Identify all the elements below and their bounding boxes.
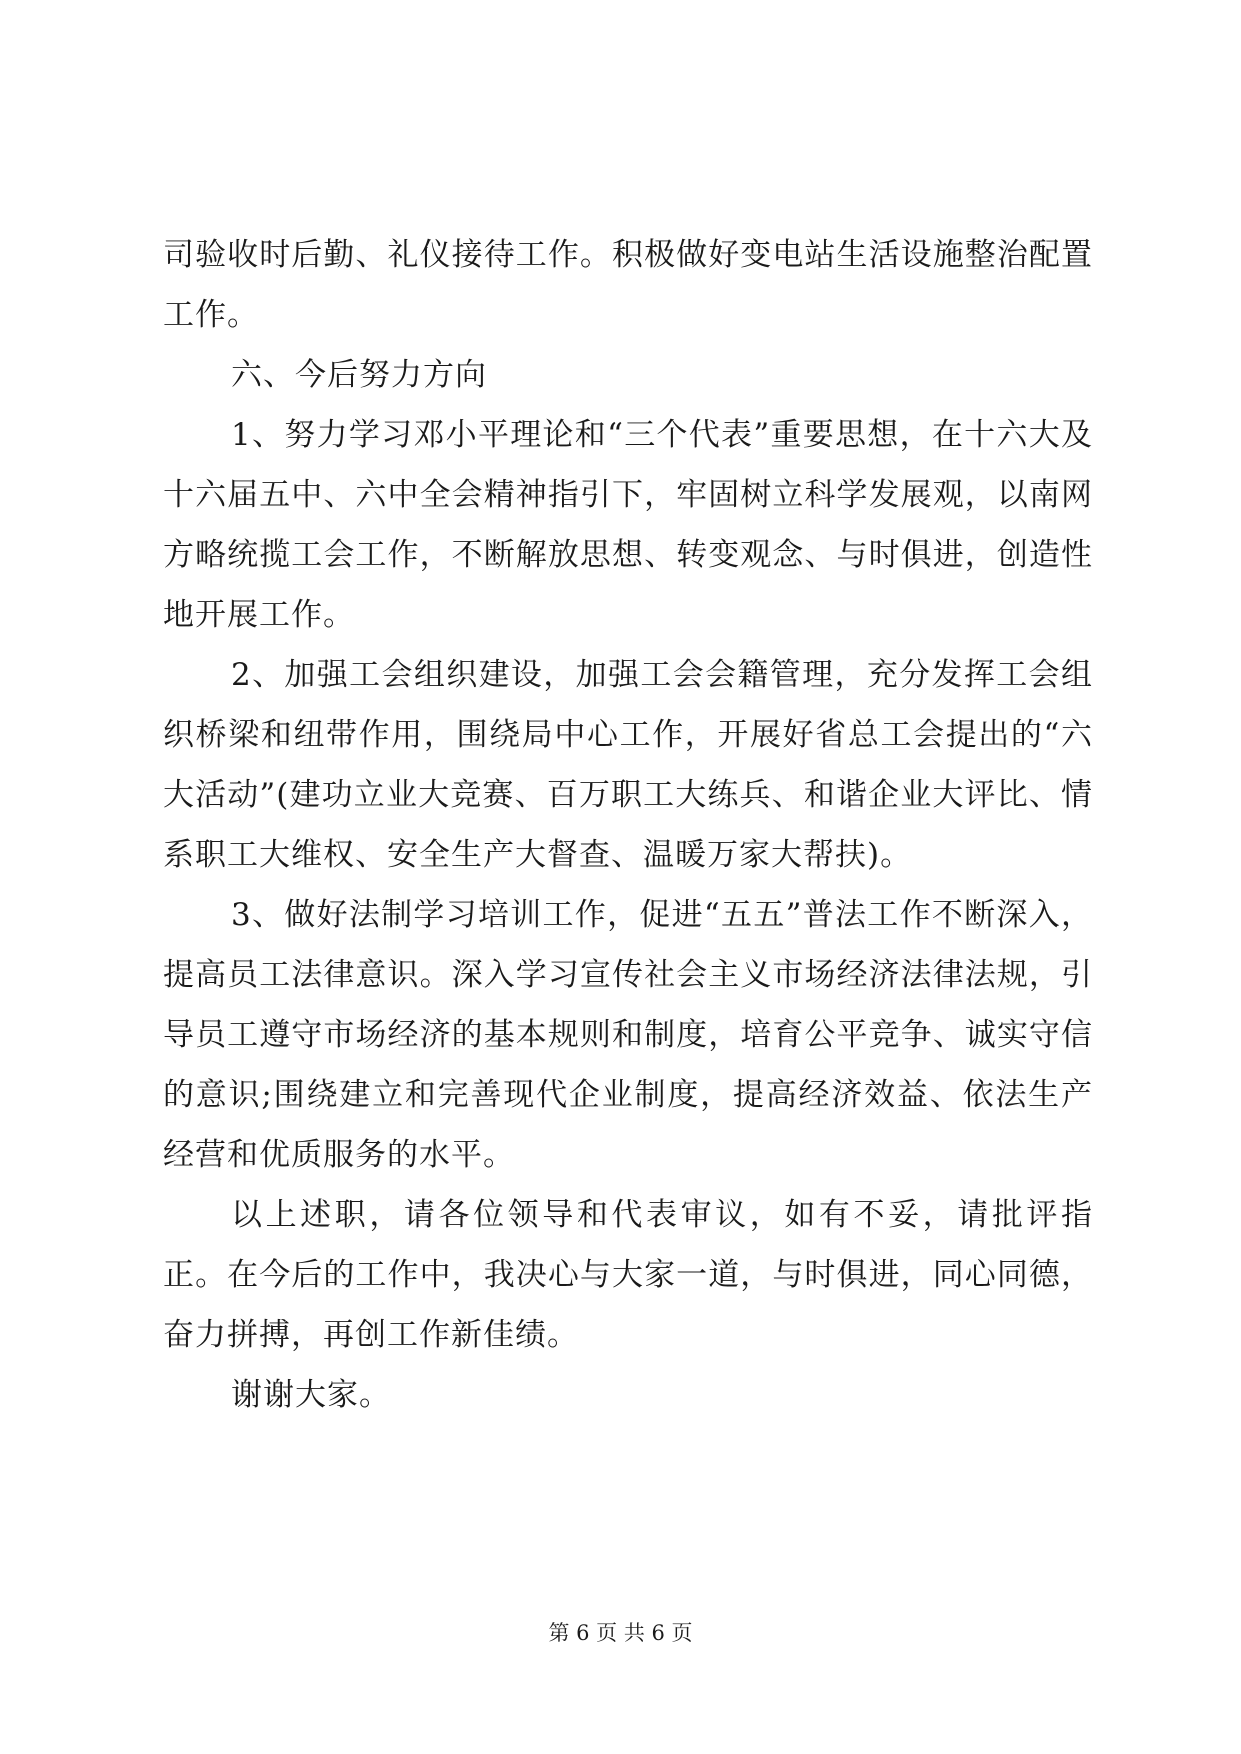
- paragraph-item-2: 2、加强工会组织建设，加强工会会籍管理，充分发挥工会组织桥梁和纽带作用，围绕局中心工作，开展好省总工会提出的“六大活动”(建功立业大竞赛、百万职工大练兵、和谐企业大评比、情系职工大维权、安全生产大督查、温暖万家大帮扶)。: [163, 657, 1093, 873]
- paragraph-thanks: 谢谢大家。: [231, 1377, 391, 1413]
- document-body: [163, 225, 1093, 1425]
- paragraph-item-3: 3、做好法制学习培训工作，促进“五五”普法工作不断深入，提高员工法律意识。深入学习宣传社会主义市场经济法律法规，引导员工遵守市场经济的基本规则和制度，培育公平竞争、诚实守信的意识;围绕建立和完善现代企业制度，提高经济效益、依法生产经营和优质服务的水平。: [163, 897, 1093, 1173]
- paragraph-closing: 以上述职，请各位领导和代表审议，如有不妥，请批评指正。在今后的工作中，我决心与大家一道，与时俱进，同心同德，奋力拼搏，再创工作新佳绩。: [163, 1197, 1093, 1353]
- section-heading: 六、今后努力方向: [231, 357, 487, 393]
- paragraph-continuation: 司验收时后勤、礼仪接待工作。积极做好变电站生活设施整治配置工作。: [163, 237, 1093, 333]
- page-footer: 第 6 页 共 6 页: [548, 1621, 693, 1645]
- paragraph-item-1: 1、努力学习邓小平理论和“三个代表”重要思想，在十六大及十六届五中、六中全会精神指引下，牢固树立科学发展观，以南网方略统揽工会工作，不断解放思想、转变观念、与时俱进，创造性地开展工作。: [163, 417, 1093, 633]
